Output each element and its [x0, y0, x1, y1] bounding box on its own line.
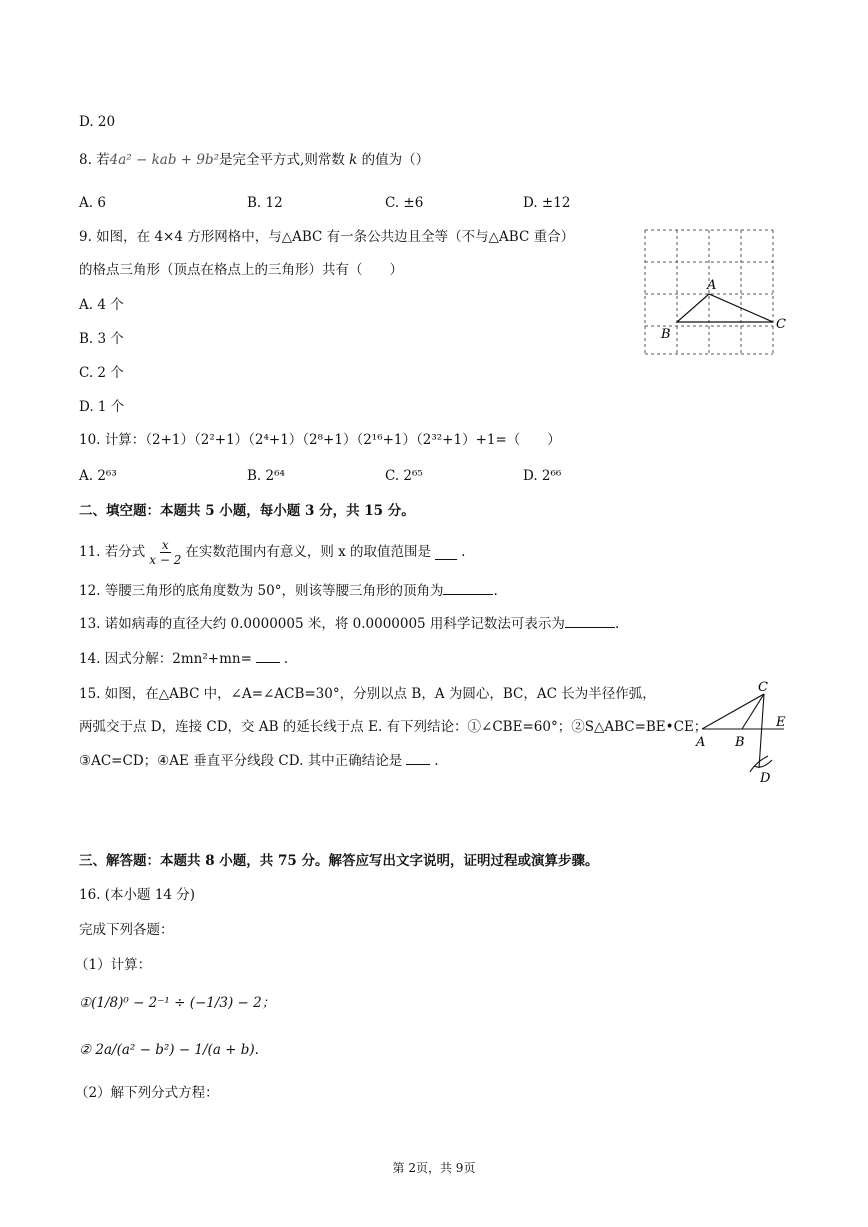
q9-option-c: C. 2 个 — [79, 365, 124, 381]
q10-option-d: D. 2⁶⁶ — [523, 468, 562, 484]
q12-end: . — [493, 583, 498, 599]
q15-line2: 两弧交于点 D，连接 CD，交 AB 的延长线于点 E. 有下列结论：①∠CBE=60°；②S△ABC=BE•CE； — [79, 719, 708, 735]
q13-answer-blank[interactable] — [565, 613, 615, 628]
q15-label-c: C — [758, 680, 768, 695]
q9-option-d: D. 1 个 — [79, 399, 125, 415]
q8-prefix: 8. 若 — [79, 152, 110, 168]
q9-option-a: A. 4 个 — [79, 297, 124, 313]
q9-grid-figure — [640, 225, 790, 360]
q11-fraction-denominator: x − 2 — [149, 552, 182, 567]
q9-label-b: B — [661, 327, 671, 342]
triangle-abc — [677, 294, 773, 322]
q11-suffix: 在实数范围内有意义，则 x 的取值范围是 — [185, 544, 432, 560]
q14-end: . — [283, 651, 289, 667]
q11-end: . — [461, 544, 466, 560]
q11-fraction-numerator: x — [161, 537, 169, 552]
q12-answer-blank[interactable] — [443, 580, 493, 595]
q9-label-c: C — [776, 317, 786, 332]
q9-line1: 9. 如图，在 4×4 方形网格中，与△ABC 有一条公共边且全等（不与△ABC 重合） — [79, 229, 575, 245]
q11-prefix: 11. 若分式 — [79, 544, 146, 560]
section2-heading: 二、填空题：本题共 5 小题，每小题 3 分，共 15 分。 — [79, 503, 415, 519]
section3-heading: 三、解答题：本题共 8 小题，共 75 分。解答应写出文字说明，证明过程或演算步骤。 — [79, 853, 599, 869]
q8-var-k: k — [349, 152, 358, 168]
q7-option-d: D. 20 — [79, 114, 116, 130]
q9-line2: 的格点三角形（顶点在格点上的三角形）共有（ ） — [79, 262, 403, 278]
q8-option-a: A. 6 — [79, 195, 106, 211]
q10-option-c: C. 2⁶⁵ — [385, 468, 423, 484]
q10-option-b: B. 2⁶⁴ — [247, 468, 285, 484]
page-footer: 第 2页，共 9页 — [392, 1161, 476, 1175]
q15-label-d: D — [760, 771, 771, 786]
q8-end: 的值为（） — [361, 152, 430, 168]
q15-line3-text: ③AC=CD；④AE 垂直平分线段 CD. 其中正确结论是 — [79, 753, 403, 769]
q14-answer-blank[interactable] — [256, 648, 280, 663]
q11-fraction — [147, 538, 183, 567]
q15-end: . — [434, 753, 439, 769]
q9-option-b: B. 3 个 — [79, 331, 124, 347]
q9-label-a: A — [707, 278, 717, 293]
q8-expression: 4a² − kab + 9b² — [109, 152, 220, 168]
q16-item1: ①(1/8)⁰ − 2⁻¹ ÷ (−1/3) − 2； — [79, 995, 276, 1011]
q8-option-c: C. ±6 — [385, 195, 424, 211]
q8-option-b: B. 12 — [247, 195, 283, 211]
q16-title: 16. (本小题 14 分) — [79, 887, 196, 903]
q15-line3 — [79, 750, 439, 771]
q8-suffix: 是完全平方式,则常数 — [219, 152, 345, 168]
q12-text: 12. 等腰三角形的底角度数为 50°，则该等腰三角形的顶角为 — [79, 583, 444, 599]
q15-label-a: A — [696, 735, 706, 750]
q10-option-a: A. 2⁶³ — [79, 468, 117, 484]
q15-figure — [690, 680, 800, 788]
q13-stem — [79, 613, 619, 634]
q13-end: . — [614, 616, 620, 632]
q8-stem — [79, 150, 429, 170]
q10-stem: 10. 计算：（2+1）（2²+1）（2⁴+1）（2⁸+1）（2¹⁶+1）（2³²+1）+1=（ ） — [79, 432, 561, 448]
q16-item2: ② 2a/(a² − b²) − 1/(a + b). — [79, 1042, 259, 1058]
q16-intro: 完成下列各题： — [79, 922, 174, 938]
q11-stem — [79, 536, 465, 568]
q15-label-e: E — [776, 715, 786, 730]
q14-stem — [79, 648, 288, 669]
q16-part1: （1）计算： — [75, 957, 152, 973]
q15-line1: 15. 如图，在△ABC 中，∠A=∠ACB=30°，分别以点 B，A 为圆心，BC，AC 长为半径作弧， — [79, 686, 656, 702]
q15-label-b: B — [735, 735, 745, 750]
q15-answer-blank[interactable] — [406, 750, 430, 765]
q16-part2: （2）解下列分式方程： — [75, 1085, 219, 1101]
q13-text: 13. 诺如病毒的直径大约 0.0000005 米，将 0.0000005 用科学记数法可表示为 — [79, 616, 565, 632]
q14-text: 14. 因式分解：2mn²+mn= — [79, 651, 252, 667]
q8-option-d: D. ±12 — [523, 195, 571, 211]
q12-stem — [79, 580, 498, 601]
q11-answer-blank[interactable] — [435, 545, 457, 560]
